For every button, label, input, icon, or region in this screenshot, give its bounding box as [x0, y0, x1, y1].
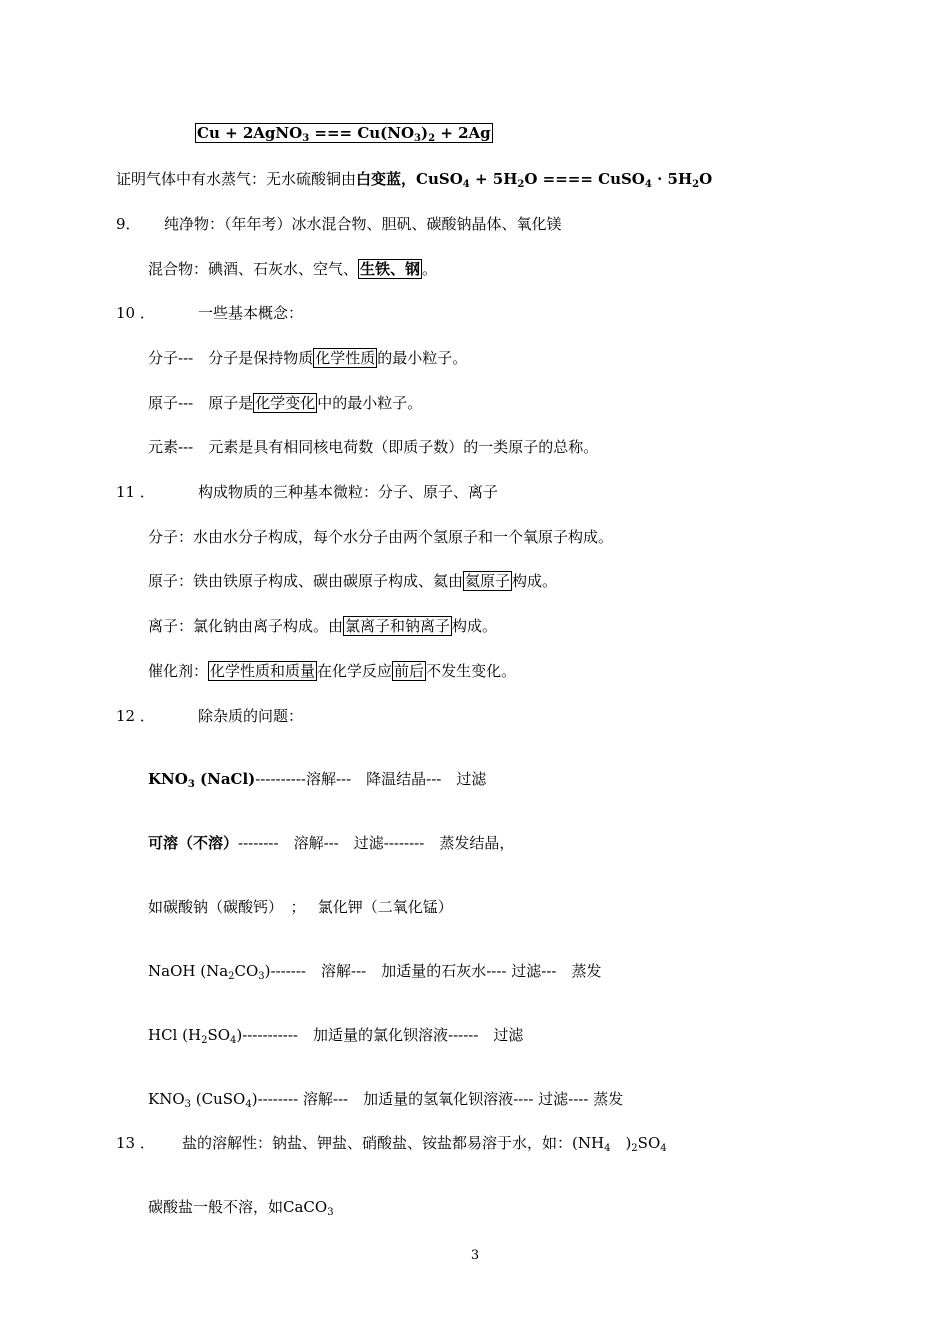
copper-silver-equation: Cu + 2AgNO$_3$ === $Cu(NO_3)_2 + 2Ag$ [197, 124, 491, 144]
item-10-atom: 原子--- 原子是 化学变化 中的最小粒子。 [148, 394, 423, 412]
item-12-hcl: HCl $(H_2SO_4)-----------$ 加适量的氯化钡溶液------ 过滤 [148, 1026, 524, 1046]
item-11-ion: 离子：氯化钠由离子构成。由 氯离子和钠离子 构成。 [148, 617, 498, 635]
item-11-catalyst: 催化剂： 化学性质和质量 在化学反应 前后 不发生变化。 [148, 662, 517, 680]
item-9-pure-substance: 9． 纯净物：（年年考）冰水混合物、胆矾、碳酸钠晶体、氧化镁 [116, 215, 562, 233]
item-11-molecule: 分子：水由水分子构成，每个水分子由两个氢原子和一个氧原子构成。 [148, 528, 614, 546]
item-12-soluble-insoluble: 可溶（不溶）-------- 溶解--- 过滤-------- 蒸发结晶， [148, 834, 515, 852]
water-vapor-test: 证明气体中有水蒸气：无水硫酸铜由白变蓝，CuSO$_4$ + $5H_2O$ ==== CuSO$_4$ · $5H_2O$ [116, 170, 713, 190]
item-11-atom: 原子：铁由铁原子构成、碳由碳原子构成、氦由 氦原子 构成。 [148, 572, 558, 590]
item-9-mixture: 混合物：碘酒、石灰水、空气、 生铁、钢 。 [148, 260, 438, 278]
item-12-naoh: NaOH $(Na_2CO_3)-------$ 溶解--- 加适量的石灰水---- 过滤--- 蒸发 [148, 962, 602, 982]
item-12-kno3-cuso4: $KNO_3$ (CuSO$_4$)-------- 溶解--- 加适量的氢氧化钡溶液---- 过滤---- 蒸发 [148, 1090, 624, 1110]
item-12-examples: 如碳酸钠（碳酸钙） ； 氯化钾（二氧化锰） [148, 898, 453, 916]
item-13-solubility: 13 ． 盐的溶解性：钠盐、钾盐、硝酸盐、铵盐都易溶于水，如：($NH_4$ )$_2SO_4$ [116, 1134, 667, 1154]
item-10-molecule: 分子--- 分子是保持物质 化学性质 的最小粒子。 [148, 349, 468, 367]
item-12-title: 12 ． 除杂质的问题： [116, 707, 304, 725]
item-10-title: 10 ． 一些基本概念： [116, 304, 304, 322]
item-11-title: 11 ． 构成物质的三种基本微粒：分子、原子、离子 [116, 483, 499, 501]
item-13-carbonate: 碳酸盐一般不溶，如CaCO$_3$ [148, 1198, 334, 1218]
item-10-element: 元素--- 元素是具有相同核电荷数（即质子数）的一类原子的总称。 [148, 438, 599, 456]
page-number: 3 [470, 1248, 480, 1263]
item-12-kno3-nacl: $KNO_3$ (NaCl)----------溶解--- 降温结晶--- 过滤 [148, 770, 487, 790]
